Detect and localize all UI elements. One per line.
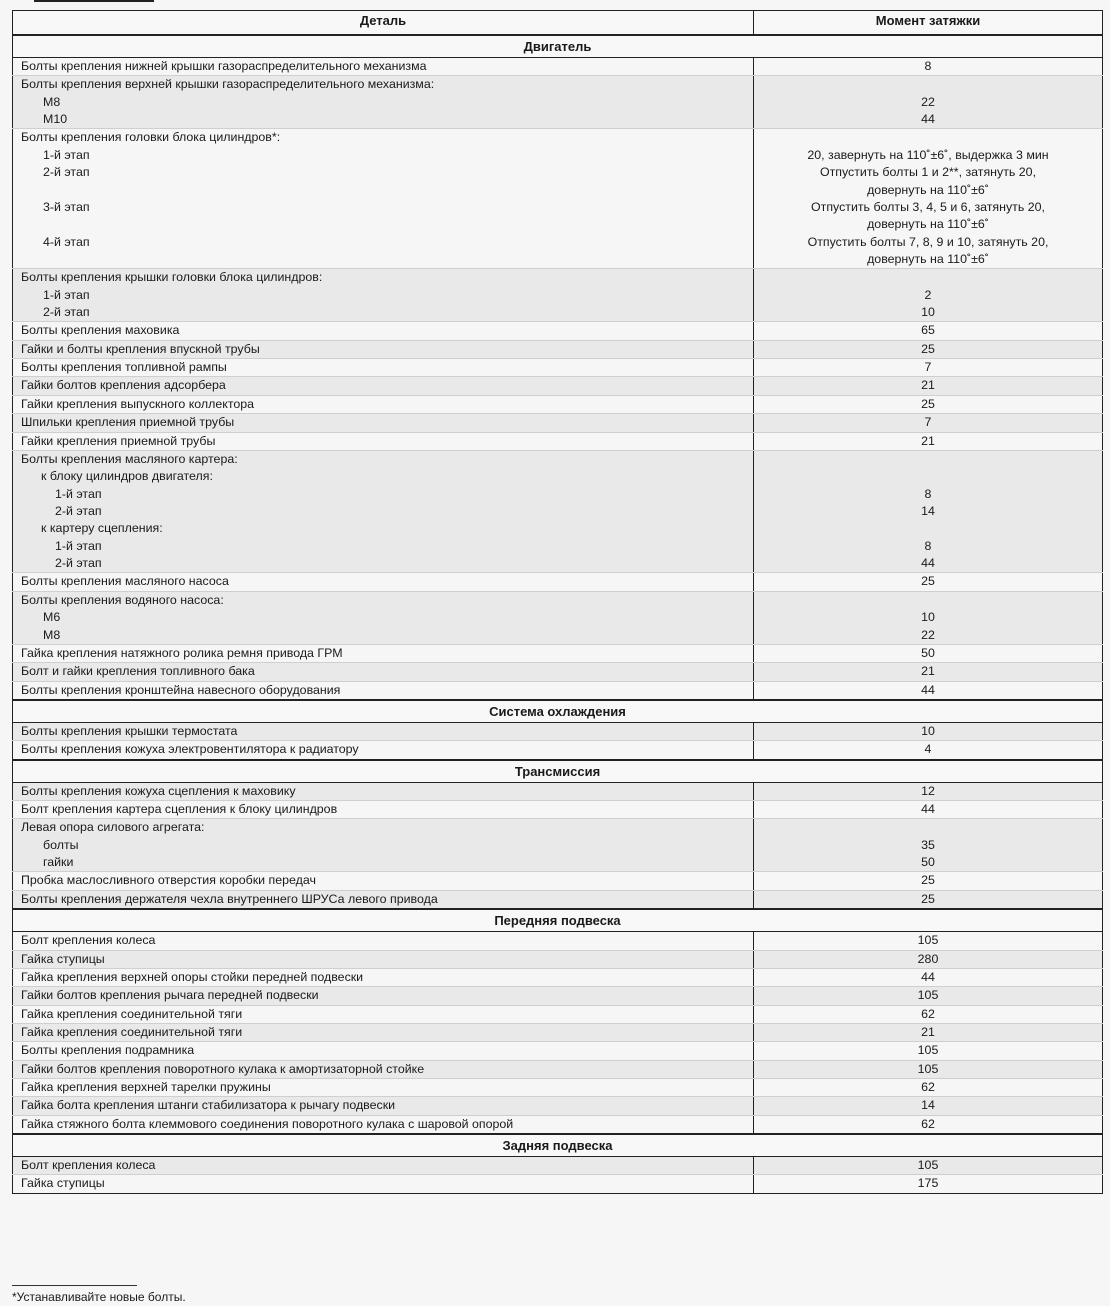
torque-line: 14 (921, 1098, 935, 1113)
torque-line (762, 592, 1094, 609)
torque-line: 20, завернуть на 110˚±6˚, выдержка 3 мин (807, 147, 1049, 162)
torque-line: 44 (921, 556, 935, 571)
torque-line: 10 (921, 610, 935, 625)
detail-cell (13, 890, 754, 909)
detail-line: Гайка ступицы (21, 951, 105, 966)
torque-cell (754, 663, 1103, 681)
top-rule (34, 0, 154, 2)
detail-cell (13, 591, 754, 644)
detail-cell (13, 681, 754, 700)
table-row (13, 414, 1103, 432)
detail-line: 2-й этап (55, 503, 102, 518)
torque-line: 62 (921, 1006, 935, 1021)
detail-line: Болты крепления крышки термостата (21, 723, 238, 738)
torque-cell (754, 432, 1103, 450)
table-row (13, 1115, 1103, 1134)
torque-cell (754, 322, 1103, 340)
table-row (13, 76, 1103, 129)
detail-line: Гайка крепления соединительной тяги (21, 1024, 243, 1039)
detail-cell (13, 1115, 754, 1134)
torque-line (762, 819, 1094, 836)
table-row (13, 377, 1103, 395)
torque-cell (754, 573, 1103, 591)
detail-line: 3-й этап (43, 199, 90, 214)
torque-cell (754, 872, 1103, 890)
detail-cell (13, 76, 754, 129)
torque-line: 25 (921, 574, 935, 589)
detail-cell (13, 1157, 754, 1175)
detail-cell (13, 129, 754, 269)
torque-cell (754, 801, 1103, 819)
table-row (13, 1079, 1103, 1097)
section-title: Система охлаждения (13, 700, 1103, 723)
detail-line: 1-й этап (55, 538, 102, 553)
table-row (13, 987, 1103, 1005)
detail-line: Болт и гайки крепления топливного бака (21, 664, 255, 679)
table-row (13, 573, 1103, 591)
torque-line: 65 (921, 323, 935, 338)
footnote-rule (12, 1285, 137, 1286)
torque-line: 22 (921, 94, 935, 109)
torque-line: 35 (921, 837, 935, 852)
torque-cell (754, 76, 1103, 129)
torque-cell (754, 890, 1103, 909)
detail-cell (13, 987, 754, 1005)
table-row (13, 644, 1103, 662)
torque-line: 62 (921, 1080, 935, 1095)
detail-line: Болты крепления маховика (21, 323, 180, 338)
torque-cell (754, 987, 1103, 1005)
torque-cell (754, 359, 1103, 377)
detail-line: М8 (43, 627, 61, 642)
detail-line: Гайки и болты крепления впускной трубы (21, 341, 260, 356)
torque-line: 50 (921, 645, 935, 660)
section-header (13, 700, 1103, 723)
table-row (13, 1157, 1103, 1175)
torque-line: довернуть на 110˚±6˚ (867, 251, 989, 266)
section-title: Передняя подвеска (13, 909, 1103, 932)
table-row (13, 322, 1103, 340)
torque-line: 44 (921, 112, 935, 127)
torque-line: Отпустить болты 3, 4, 5 и 6, затянуть 20, (811, 199, 1045, 214)
torque-line: 22 (921, 627, 935, 642)
detail-line: Болты крепления водяного насоса: (21, 592, 224, 607)
torque-line: Отпустить болты 7, 8, 9 и 10, затянуть 20, (807, 234, 1049, 249)
table-row (13, 450, 1103, 573)
detail-line: Болты крепления масляного насоса (21, 574, 229, 589)
detail-line: 2-й этап (43, 305, 90, 320)
detail-cell (13, 801, 754, 819)
torque-cell (754, 968, 1103, 986)
table-row (13, 1023, 1103, 1041)
detail-cell (13, 377, 754, 395)
table-row (13, 359, 1103, 377)
torque-cell (754, 1060, 1103, 1078)
torque-table-sheet (12, 10, 1102, 1194)
table-row (13, 1097, 1103, 1115)
torque-line: 25 (921, 891, 935, 906)
detail-line (21, 216, 745, 233)
torque-line: 25 (921, 873, 935, 888)
detail-cell (13, 663, 754, 681)
column-header-torque: Момент затяжки (754, 11, 1103, 36)
table-row (13, 819, 1103, 872)
detail-line: Гайка ступицы (21, 1176, 105, 1191)
torque-cell (754, 129, 1103, 269)
torque-line: 7 (924, 360, 932, 375)
torque-line: довернуть на 110˚±6˚ (867, 217, 989, 232)
torque-line: 10 (921, 723, 935, 738)
torque-cell (754, 591, 1103, 644)
torque-line: 105 (917, 988, 939, 1003)
torque-line: 21 (921, 1024, 935, 1039)
torque-line: 44 (921, 802, 935, 817)
torque-cell (754, 395, 1103, 413)
detail-line: Гайки крепления приемной трубы (21, 433, 216, 448)
detail-line (21, 251, 745, 268)
torque-cell (754, 1097, 1103, 1115)
torque-line (762, 520, 1094, 537)
detail-line: Болты крепления топливной рампы (21, 360, 227, 375)
detail-cell (13, 395, 754, 413)
torque-cell (754, 950, 1103, 968)
table-row (13, 950, 1103, 968)
torque-line: 21 (921, 378, 935, 393)
torque-line: 105 (917, 1043, 939, 1058)
detail-cell (13, 359, 754, 377)
detail-line: М10 (43, 112, 68, 127)
torque-line (762, 269, 1094, 286)
torque-line: 105 (917, 1158, 939, 1173)
torque-line: 4 (924, 742, 932, 757)
torque-line: 175 (917, 1176, 939, 1191)
detail-line: 1-й этап (55, 486, 102, 501)
torque-cell (754, 722, 1103, 740)
detail-cell (13, 450, 754, 573)
detail-line: Болт крепления колеса (21, 933, 156, 948)
detail-line: Болты крепления верхней крышки газораспределительного механизма: (21, 77, 435, 92)
detail-cell (13, 1079, 754, 1097)
torque-cell (754, 782, 1103, 800)
table-body (13, 35, 1103, 1193)
detail-cell (13, 573, 754, 591)
torque-cell (754, 58, 1103, 76)
section-header (13, 760, 1103, 783)
detail-cell (13, 872, 754, 890)
torque-cell (754, 414, 1103, 432)
torque-cell (754, 932, 1103, 950)
table-row (13, 1042, 1103, 1060)
table-row (13, 591, 1103, 644)
detail-line: Гайки болтов крепления адсорбера (21, 378, 226, 393)
torque-cell (754, 340, 1103, 358)
table-row (13, 872, 1103, 890)
torque-cell (754, 377, 1103, 395)
detail-line: Гайка крепления верхней тарелки пружины (21, 1080, 271, 1095)
detail-line: Болты крепления кожуха сцепления к маховику (21, 783, 296, 798)
table-row (13, 395, 1103, 413)
table-row (13, 890, 1103, 909)
torque-cell (754, 1023, 1103, 1041)
detail-cell (13, 644, 754, 662)
detail-cell (13, 722, 754, 740)
torque-line: 25 (921, 396, 935, 411)
detail-line: Пробка маслосливного отверстия коробки передач (21, 873, 316, 888)
table-row (13, 932, 1103, 950)
detail-line: 1-й этап (43, 147, 90, 162)
detail-line: болты (43, 837, 79, 852)
detail-line: к картеру сцепления: (41, 521, 163, 536)
detail-cell (13, 1060, 754, 1078)
torque-line: 44 (921, 969, 935, 984)
torque-cell (754, 1042, 1103, 1060)
table-row (13, 129, 1103, 269)
torque-line: 8 (924, 486, 932, 501)
torque-line: довернуть на 110˚±6˚ (867, 182, 989, 197)
detail-cell (13, 322, 754, 340)
detail-cell (13, 432, 754, 450)
detail-line: Гайка крепления натяжного ролика ремня привода ГРМ (21, 645, 343, 660)
torque-cell (754, 741, 1103, 760)
torque-line: 2 (924, 287, 932, 302)
detail-cell (13, 968, 754, 986)
section-header (13, 35, 1103, 58)
torque-line (762, 468, 1094, 485)
detail-cell (13, 1042, 754, 1060)
section-title: Трансмиссия (13, 760, 1103, 783)
torque-cell (754, 1079, 1103, 1097)
torque-line: 105 (917, 1061, 939, 1076)
torque-cell (754, 819, 1103, 872)
detail-cell (13, 950, 754, 968)
detail-line: к блоку цилиндров двигателя: (41, 469, 213, 484)
footnote: *Устанавливайте новые болты. (12, 1290, 186, 1304)
torque-line: 25 (921, 341, 935, 356)
torque-table (12, 10, 1103, 1194)
detail-line (21, 182, 745, 199)
table-row (13, 968, 1103, 986)
detail-line: Шпильки крепления приемной трубы (21, 415, 235, 430)
torque-line (762, 76, 1094, 93)
detail-cell (13, 1175, 754, 1193)
detail-line: 2-й этап (43, 165, 90, 180)
torque-cell (754, 644, 1103, 662)
detail-cell (13, 1023, 754, 1041)
detail-line: 4-й этап (43, 234, 90, 249)
torque-cell (754, 1115, 1103, 1134)
torque-cell (754, 1175, 1103, 1193)
torque-cell (754, 450, 1103, 573)
table-row (13, 782, 1103, 800)
torque-cell (754, 681, 1103, 700)
detail-line: Болты крепления держателя чехла внутреннего ШРУСа левого привода (21, 891, 438, 906)
detail-cell (13, 414, 754, 432)
table-row (13, 340, 1103, 358)
table-row (13, 1060, 1103, 1078)
torque-line: 8 (924, 59, 932, 73)
detail-line: Болты крепления кожуха электровентилятора к радиатору (21, 742, 359, 757)
table-row (13, 741, 1103, 760)
table-row (13, 801, 1103, 819)
table-row (13, 663, 1103, 681)
table-row (13, 58, 1103, 76)
section-title: Двигатель (13, 35, 1103, 58)
torque-cell (754, 1157, 1103, 1175)
detail-line: М6 (43, 610, 61, 625)
torque-line: 21 (921, 433, 935, 448)
detail-line: Болты крепления нижней крышки газораспределительного механизма (21, 59, 427, 73)
detail-line: Гайки крепления выпускного коллектора (21, 396, 255, 411)
detail-line: Гайка крепления верхней опоры стойки передней подвески (21, 969, 364, 984)
torque-line: 10 (921, 305, 935, 320)
detail-cell (13, 58, 754, 76)
section-header (13, 909, 1103, 932)
torque-line: 62 (921, 1116, 935, 1131)
torque-line: Отпустить болты 1 и 2**, затянуть 20, (819, 165, 1037, 180)
detail-line: Болты крепления масляного картера: (21, 451, 238, 466)
torque-line: 50 (921, 855, 935, 870)
torque-line: 14 (921, 503, 935, 518)
torque-line: 21 (921, 664, 935, 679)
table-row (13, 432, 1103, 450)
table-header (13, 11, 1103, 36)
torque-line: 7 (924, 415, 932, 430)
torque-line: 44 (921, 682, 935, 697)
detail-cell (13, 741, 754, 760)
detail-cell (13, 340, 754, 358)
section-header (13, 1134, 1103, 1157)
detail-cell (13, 819, 754, 872)
table-row (13, 1175, 1103, 1193)
table-row (13, 269, 1103, 322)
detail-line: Болты крепления подрамника (21, 1043, 195, 1058)
detail-cell (13, 1005, 754, 1023)
table-row (13, 722, 1103, 740)
detail-cell (13, 269, 754, 322)
detail-line: Болт крепления картера сцепления к блоку цилиндров (21, 802, 338, 817)
detail-line: Болты крепления кронштейна навесного оборудования (21, 682, 341, 697)
torque-cell (754, 269, 1103, 322)
torque-line (762, 451, 1094, 468)
torque-line: 8 (924, 538, 932, 553)
detail-cell (13, 782, 754, 800)
torque-line (762, 129, 1094, 146)
section-title: Задняя подвеска (13, 1134, 1103, 1157)
torque-line: 105 (917, 933, 939, 948)
detail-line: Гайка стяжного болта клеммового соединения поворотного кулака с шаровой опорой (21, 1116, 514, 1131)
detail-line: Болты крепления крышки головки блока цилиндров: (21, 270, 323, 285)
detail-cell (13, 932, 754, 950)
detail-line: Гайка крепления соединительной тяги (21, 1006, 243, 1021)
detail-line: Гайка болта крепления штанги стабилизатора к рычагу подвески (21, 1098, 396, 1113)
detail-line: Гайки болтов крепления поворотного кулака к амортизаторной стойке (21, 1061, 425, 1076)
table-row (13, 1005, 1103, 1023)
detail-line: М8 (43, 94, 61, 109)
detail-line: 1-й этап (43, 287, 90, 302)
torque-line: 280 (917, 951, 939, 966)
detail-line: Болты крепления головки блока цилиндров*: (21, 130, 281, 145)
detail-line: Левая опора силового агрегата: (21, 820, 205, 835)
detail-line: Гайки болтов крепления рычага передней подвески (21, 988, 319, 1003)
torque-cell (754, 1005, 1103, 1023)
torque-line: 12 (921, 783, 935, 798)
column-header-detail: Деталь (13, 11, 754, 36)
detail-cell (13, 1097, 754, 1115)
detail-line: гайки (43, 855, 74, 870)
detail-line: 2-й этап (55, 556, 102, 571)
detail-line: Болт крепления колеса (21, 1158, 156, 1173)
table-row (13, 681, 1103, 700)
